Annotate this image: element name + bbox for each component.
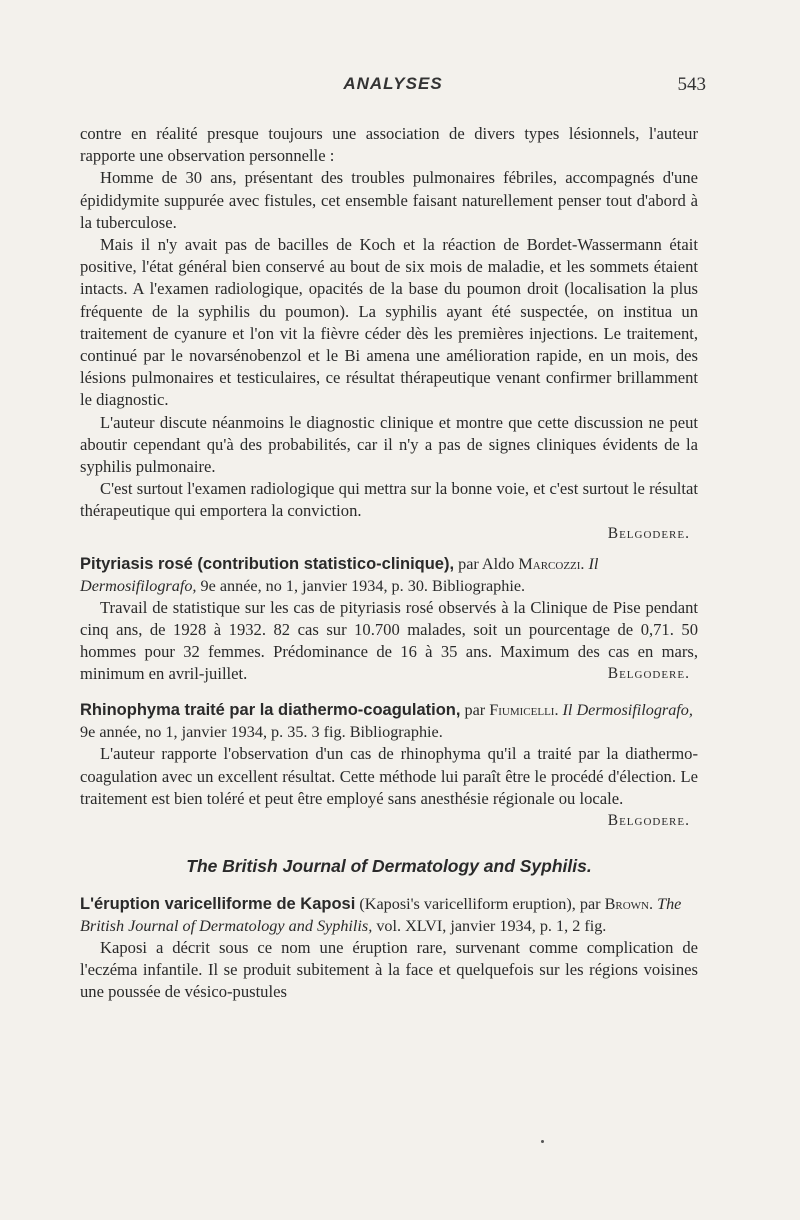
paragraph: Mais il n'y avait pas de bacilles de Koch et la réaction de Bordet-Wassermann était positive, l'état général bien conservé au bout de six mois de maladie, et les sommets étaient intacts. A l'examen radiologique, opacités de la base du poumon droit (localisation la plus fréquente de la syphilis du poumon). La syphilis ayant été suspectée, on institua un traitement de cyanure et l'on vit la fièvre céder dès les premières injections. Le traitement, continué par le novarsénobenzol et le Bi amena une amélioration rapide, en un mois, des lésions pulmonaires et testiculaires, ce résultat thérapeutique venant confirmer brillamment le diagnostic. <box>80 235 698 410</box>
paragraph: contre en réalité presque toujours une association de divers types lésionnels, l'auteur rapporte une observation personnelle : <box>80 124 698 166</box>
entry-subtitle: (Kaposi's varicelliform eruption), par <box>359 895 601 914</box>
entry-title: L'éruption varicelliforme de Kaposi <box>80 895 356 914</box>
entry-author: Marcozzi. <box>518 554 585 573</box>
entry-author: Fiumicelli. <box>489 701 559 720</box>
page-number: 543 <box>677 74 706 95</box>
signature: Belgodere. <box>607 524 690 542</box>
entry-journal: The British Journal of Dermatology and Syphilis, <box>80 895 682 936</box>
paragraph: C'est surtout l'examen radiologique qui mettra sur la bonne voie, et c'est surtout le résultat thérapeutique qui emportera la conviction. <box>80 479 698 521</box>
signature: Belgodere. <box>607 665 690 683</box>
entry-author: Brown. <box>604 895 654 914</box>
page-content <box>80 123 698 1004</box>
entry-journal: Il Dermosifilografo, <box>562 701 693 720</box>
entry-citation: 9e année, no 1, janvier 1934, p. 30. Bibliographie. <box>200 576 526 595</box>
entry-by: par Aldo <box>458 554 515 573</box>
ink-dot <box>541 1140 544 1143</box>
entry-body: L'auteur rapporte l'observation d'un cas de rhinophyma qu'il a traité par la diathermo-coagulation avec un excellent résultat. Cette méthode lui paraît être le procédé d'élection. Le traitement est bien toléré et peut être employé sans anesthésie régionale ou locale. <box>80 744 698 808</box>
page-header <box>80 74 706 102</box>
entry-citation: vol. XLVI, janvier 1934, p. 1, 2 fig. <box>376 917 607 936</box>
entry-by: par <box>464 701 486 720</box>
running-title: ANALYSES <box>343 74 443 93</box>
entry-title: Rhinophyma traité par la diathermo-coagulation, <box>80 701 461 720</box>
entry-title: Pityriasis rosé (contribution statistico-clinique), <box>80 554 455 573</box>
entry-heading <box>80 553 698 597</box>
entry-body <box>80 597 698 686</box>
section-title: The British Journal of Dermatology and Syphilis. <box>186 856 592 877</box>
entry-citation: 9e année, no 1, janvier 1934, p. 35. 3 fig. Bibliographie. <box>80 723 443 742</box>
entry-body-text: Travail de statistique sur les cas de pityriasis rosé observés à la Clinique de Pise pendant cinq ans, de 1928 à 1932. 82 cas sur 10.700 malades, soit un pourcentage de 0,71. 50 hommes pour 32 femmes. Prédominance de 16 à 35 ans. Maximum des cas en mars, minimum en avril-juillet. <box>80 597 698 684</box>
signature: Belgodere. <box>607 812 690 830</box>
entry-body: Kaposi a décrit sous ce nom une éruption rare, survenant comme complication de l'eczéma infantile. Il se produit subitement à la face et quelquefois sur les régions voisines une poussée de vésico-pustules <box>80 938 698 1002</box>
paragraph: Homme de 30 ans, présentant des troubles pulmonaires fébriles, accompagnés d'une épididymite suppurée avec fistules, cet ensemble faisant naturellement penser tout d'abord à la tuberculose. <box>80 168 698 232</box>
paragraph: L'auteur discute néanmoins le diagnostic clinique et montre que cette discussion ne peut aboutir cependant qu'à des probabilités, car il n'y a pas de signes cliniques évidents de la syphilis pulmonaire. <box>80 412 698 477</box>
entry-journal: Il Dermosifilografo, <box>80 554 599 595</box>
entry-heading <box>80 699 698 743</box>
entry-heading <box>80 893 698 937</box>
